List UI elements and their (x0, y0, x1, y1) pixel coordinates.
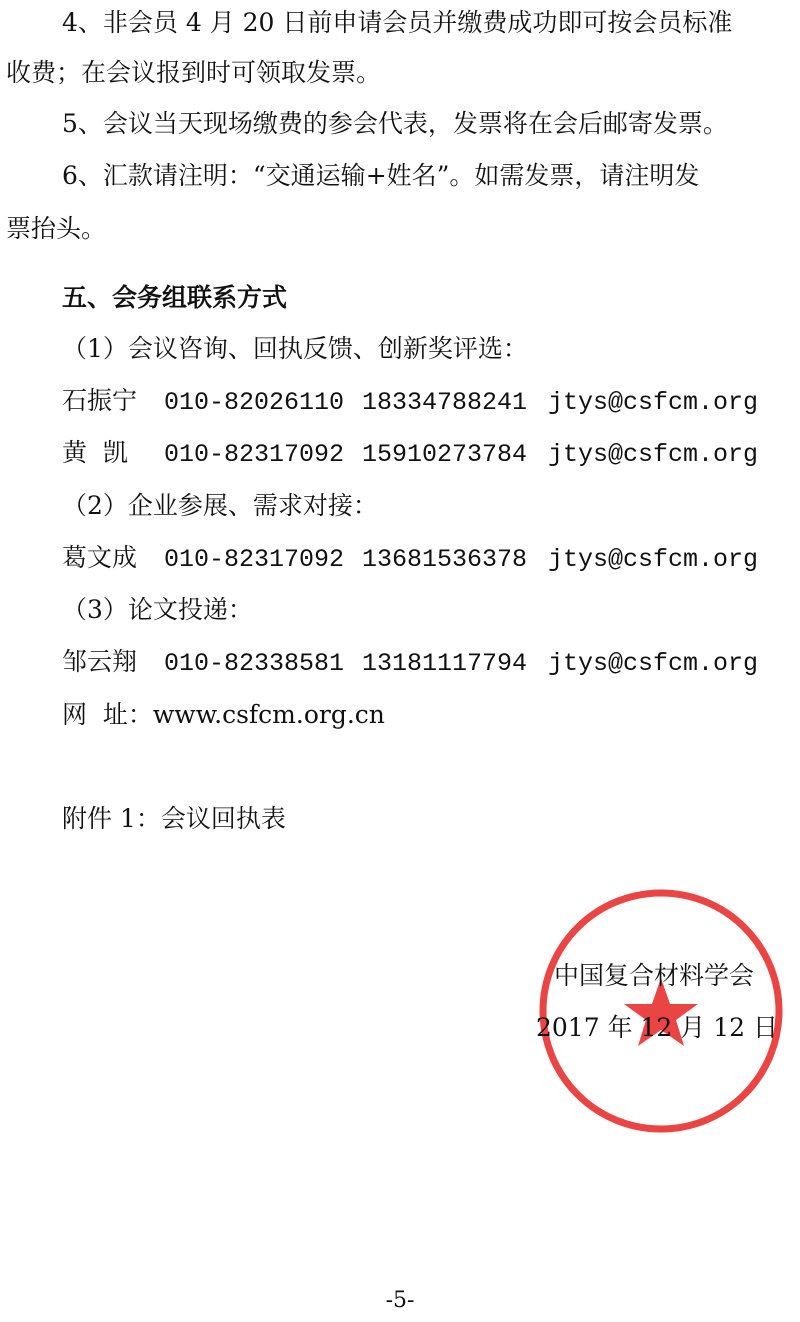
signature-date: 2017 年 12 月 12 日 (536, 1013, 778, 1042)
contact-row (62, 647, 758, 679)
group-3-label: （3）论文投递： (62, 595, 253, 624)
contact-tel: 010-82026110 (164, 388, 345, 417)
contact-name: 石振宁 (62, 386, 138, 415)
contact-tel: 010-82317092 (164, 545, 345, 574)
contact-email: jtys@csfcm.org (548, 545, 759, 574)
contact-name: 葛文成 (62, 543, 138, 572)
contact-name: 邹云翔 (62, 647, 138, 676)
group-1-label: （1）会议咨询、回执反馈、创新奖评选： (62, 334, 528, 363)
official-seal-stamp (536, 886, 786, 1136)
paragraph-6-line-2: 票抬头。 (6, 214, 107, 243)
contact-row (62, 543, 758, 575)
page-number: -5- (385, 1288, 415, 1313)
attachment-note: 附件 1：会议回执表 (62, 804, 286, 833)
website-row (62, 700, 385, 730)
contact-tel: 010-82338581 (164, 649, 345, 678)
contact-mobile: 15910273784 (362, 440, 528, 469)
contact-email: jtys@csfcm.org (548, 649, 759, 678)
contact-tel: 010-82317092 (164, 440, 345, 469)
contact-name: 黄 凯 (62, 438, 128, 467)
signature-organization: 中国复合材料学会 (554, 961, 755, 990)
contact-row (62, 438, 758, 470)
paragraph-4-line-2: 收费；在会议报到时可领取发票。 (6, 58, 382, 87)
website-label: 网 址： (62, 700, 153, 729)
contact-mobile: 13681536378 (362, 545, 528, 574)
group-2-label: （2）企业参展、需求对接： (62, 491, 378, 520)
contact-email: jtys@csfcm.org (548, 388, 759, 417)
section-heading: 五、会务组联系方式 (62, 283, 288, 312)
paragraph-5: 5、会议当天现场缴费的参会代表，发票将在会后邮寄发票。 (62, 109, 728, 138)
paragraph-6-line-1: 6、汇款请注明：“交通运输+姓名”。如需发票，请注明发 (62, 161, 700, 190)
contact-email: jtys@csfcm.org (548, 440, 759, 469)
contact-row (62, 386, 758, 418)
website-link[interactable]: www.csfcm.org.cn (152, 700, 385, 729)
contact-mobile: 13181117794 (362, 649, 528, 678)
contact-mobile: 18334788241 (362, 388, 528, 417)
paragraph-4-line-1: 4、非会员 4 月 20 日前申请会员并缴费成功即可按会员标准 (62, 8, 733, 37)
